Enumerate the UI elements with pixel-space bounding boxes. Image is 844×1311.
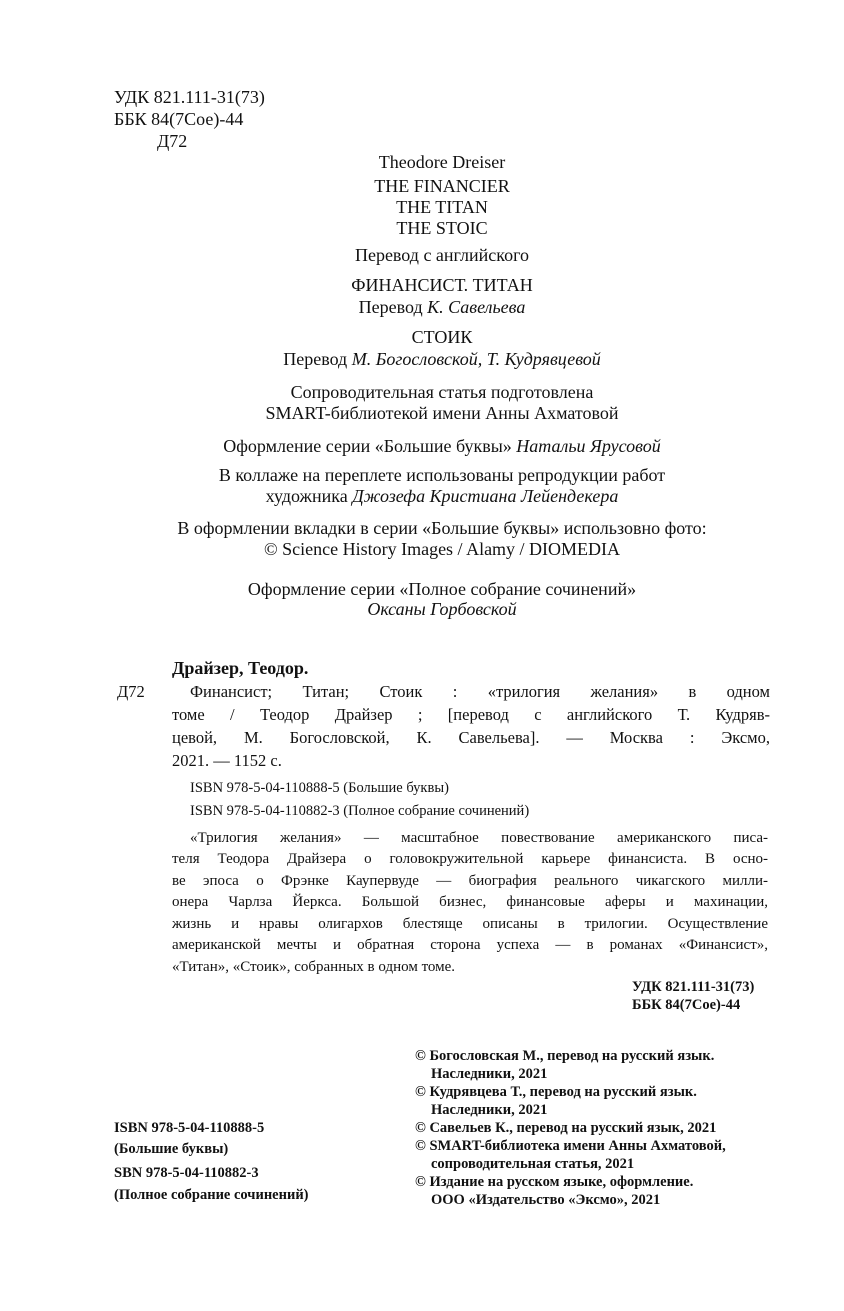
isbn-bottom: (Большие буквы): [114, 1141, 229, 1157]
copyright-line: © SMART-библиотека имени Анны Ахматовой,: [415, 1138, 726, 1154]
annotation-line: «Трилогия желания» — масштабное повествование американского писа-: [190, 830, 768, 846]
catalog-heading: Драйзер, Теодор.: [172, 658, 309, 678]
isbn-bottom: (Полное собрание сочинений): [114, 1187, 309, 1203]
isbn-bottom: ISBN 978-5-04-110888-5: [114, 1120, 265, 1136]
copyright-line: Наследники, 2021: [431, 1066, 548, 1082]
title-en: THE STOIC: [396, 218, 488, 238]
annotation-line: жизнь и нравы олигархов блестяще описаны в трилогии. Осуществление: [172, 916, 768, 932]
collage-credit: В коллаже на переплете использованы репродукции работ: [218, 465, 666, 485]
catalog-line: томе / Теодор Драйзер ; [перевод с английского Т. Кудряв-: [172, 705, 770, 724]
title-en: THE FINANCIER: [374, 176, 510, 196]
photo-credit: © Science History Images / Alamy / DIOMEDIA: [263, 539, 621, 559]
copyright-line: © Савельев К., перевод на русский язык, 2021: [415, 1120, 717, 1136]
annotation-line: теля Теодора Драйзера о головокружительной карьере финансиста. В осно-: [172, 851, 768, 867]
copyright-line: Наследники, 2021: [431, 1102, 548, 1118]
annotation-line: американской мечты и обратная сторона успеха — в романах «Финансист»,: [172, 937, 768, 953]
translated-from: Перевод с английского: [354, 245, 530, 265]
annotation-line: ве эпоса о Фрэнке Каупервуде — биография реального чикагского милли-: [172, 873, 768, 889]
bbk-code-right: ББК 84(7Сое)-44: [632, 997, 741, 1013]
copyright-line: ООО «Издательство «Эксмо», 2021: [431, 1192, 661, 1208]
isbn-bottom: SBN 978-5-04-110882-3: [114, 1165, 259, 1181]
photo-credit: В оформлении вкладки в серии «Большие буквы» использовно фото:: [177, 518, 707, 538]
copyright-line: сопроводительная статья, 2021: [431, 1156, 635, 1172]
design2-credit: Оформление серии «Полное собрание сочинений»: [247, 579, 637, 599]
design-credit: Оформление серии «Большие буквы» Натальи Ярусовой: [223, 436, 661, 456]
catalog-line: 2021. — 1152 с.: [172, 751, 282, 770]
catalog-line: цевой, М. Богословской, К. Савельева]. — Москва : Эксмо,: [172, 728, 770, 747]
article-credit: Сопроводительная статья подготовлена: [290, 382, 594, 402]
title-en: THE TITAN: [396, 197, 488, 217]
udk-code-right: УДК 821.111-31(73): [632, 979, 755, 995]
part2-title: СТОИК: [411, 327, 473, 347]
part1-title: ФИНАНСИСТ. ТИТАН: [351, 275, 533, 295]
author-en: Theodore Dreiser: [378, 152, 506, 172]
author-mark: Д72: [157, 131, 188, 151]
catalog-line: Финансист; Титан; Стоик : «трилогия желания» в одном: [190, 682, 770, 701]
part2-translator: Перевод М. Богословской, Т. Кудрявцевой: [283, 349, 601, 369]
udk-code: УДК 821.111-31(73): [114, 87, 265, 107]
isbn: ISBN 978-5-04-110882-3 (Полное собрание сочинений): [190, 803, 530, 819]
copyright-line: © Кудрявцева Т., перевод на русский язык.: [415, 1084, 697, 1100]
catalog-mark: Д72: [117, 682, 145, 701]
collage-credit: художника Джозефа Кристиана Лейендекера: [265, 486, 619, 506]
isbn: ISBN 978-5-04-110888-5 (Большие буквы): [190, 780, 449, 796]
annotation-line: «Титан», «Стоик», собранных в одном томе.: [172, 959, 456, 975]
part1-translator: Перевод К. Савельева: [358, 297, 526, 317]
bbk-code: ББК 84(7Сое)-44: [114, 109, 244, 129]
copyright-line: © Издание на русском языке, оформление.: [415, 1174, 694, 1190]
design2-credit: Оксаны Горбовской: [367, 599, 517, 619]
copyright-line: © Богословская М., перевод на русский язык.: [415, 1048, 715, 1064]
article-credit: SMART-библиотекой имени Анны Ахматовой: [265, 403, 619, 423]
annotation-line: онера Чарлза Йеркса. Большой бизнес, финансовые аферы и махинации,: [172, 894, 768, 910]
